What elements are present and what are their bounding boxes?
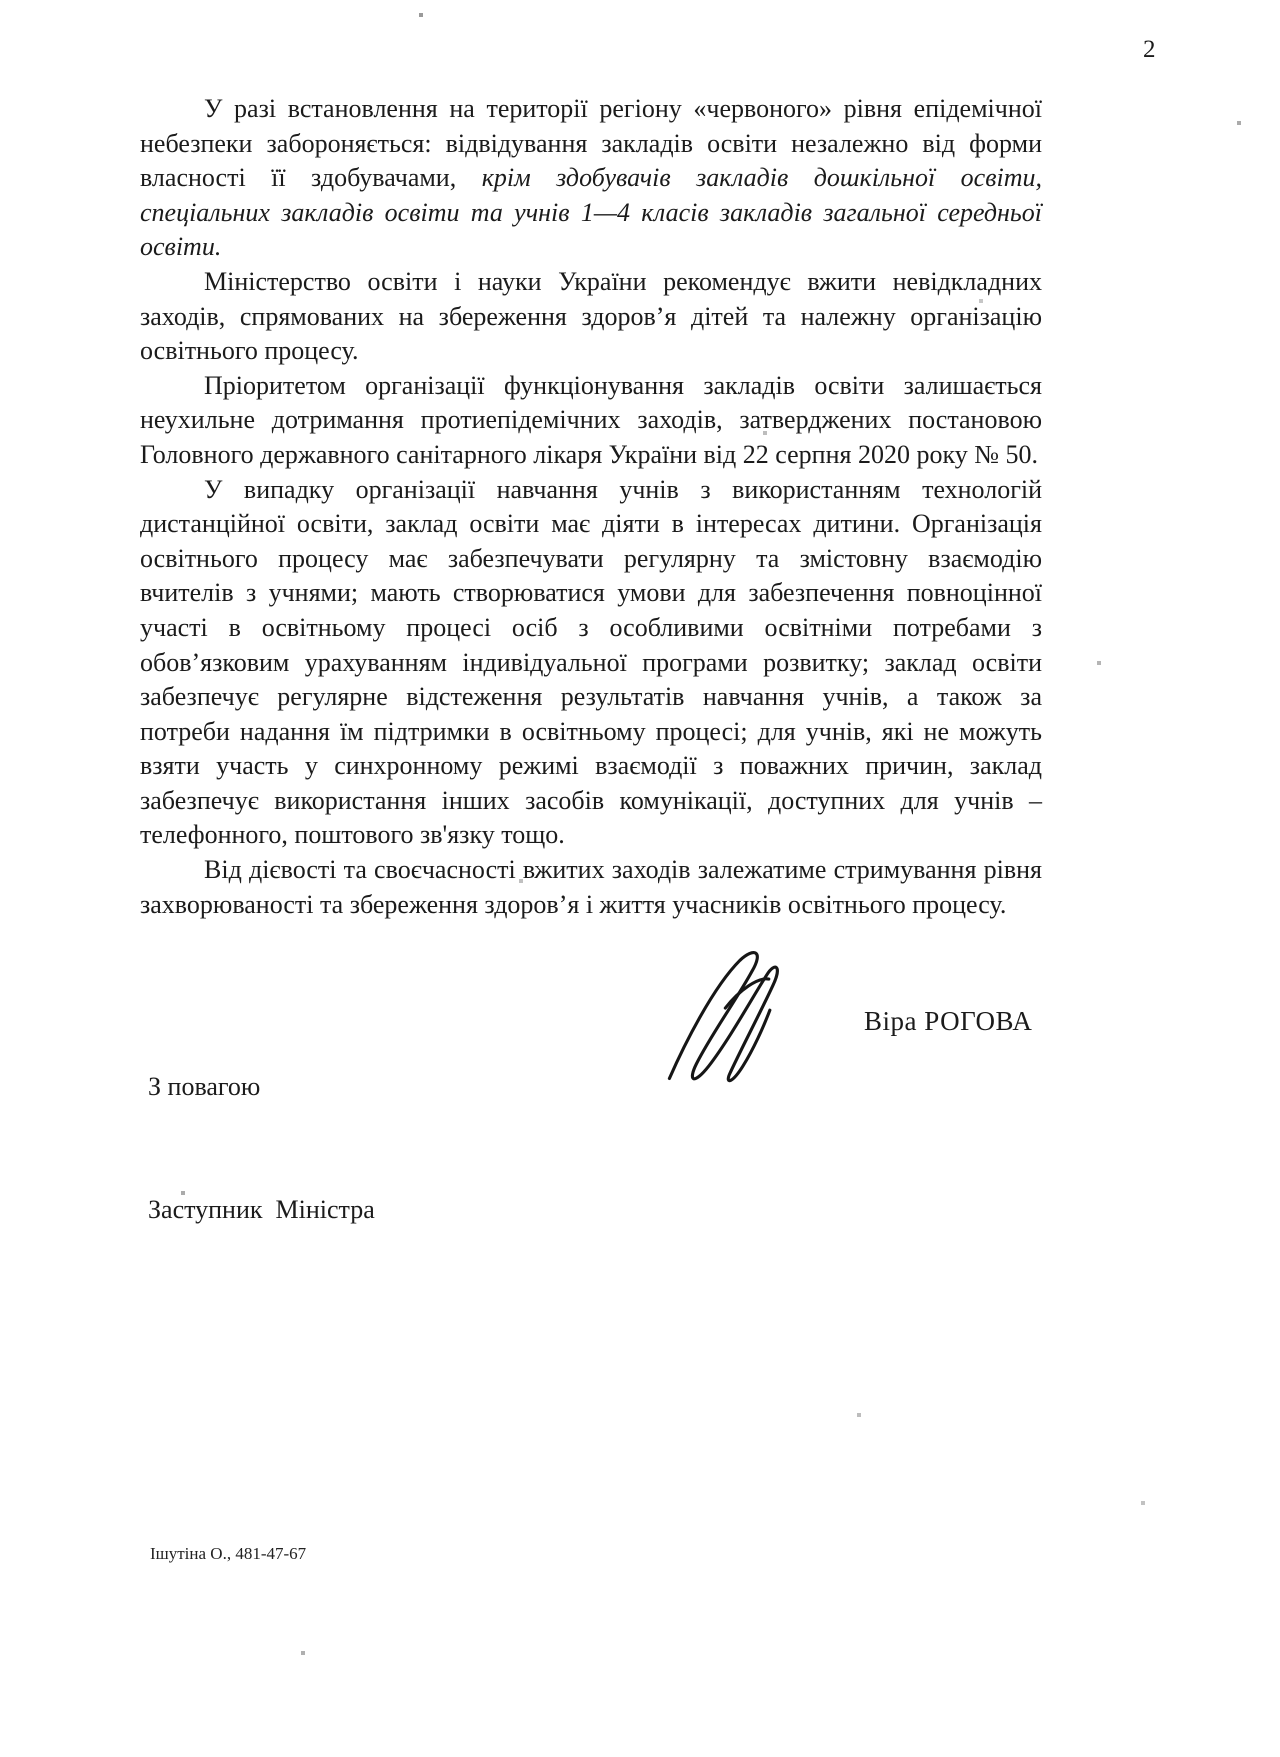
closing-block [148, 984, 375, 1312]
paragraph-distance-learning: У випадку організації навчання учнів з використанням технологій дистанційної освіти, заклад освіти має діяти в інтересах дитини. Організація освітнього процесу має забезпечувати регулярну та змістовну взаємодію вчителів з учнями; мають створюватися умови для забезпечення повноцінної участі в освітньому процесі осіб з особливими освітніми потребами з обов’язковим урахуванням індивідуальної програми розвитку; заклад освіти забезпечує регулярне відстеження результатів навчання учнів, а також за потреби надання їм підтримки в освітньому процесі; для учнів, які не можуть взяти участь у синхронному режимі взаємодії з поважних причин, заклад забезпечує використання інших засобів комунікації, доступних для учнів – телефонного, поштового зв'язку тощо. [140, 474, 1042, 850]
handwritten-signature [648, 948, 813, 1093]
scan-noise [0, 0, 2, 2]
page-number: 2 [1143, 36, 1156, 63]
letter-body [140, 92, 1042, 922]
paragraph-text: У разі встановлення на території регіону «червоного» рівня епідемічної небезпеки забороняється: відвідування закладів освіти незалежно від форми власності її здобувачами, [140, 94, 1042, 193]
footer-contact: Ішутіна О., 481-47-67 [150, 1544, 307, 1563]
paragraph-red-level [140, 92, 1042, 265]
signer-name: Віра РОГОВА [864, 1006, 1033, 1036]
paragraph-ministry-recommendation: Міністерство освіти і науки України рекомендує вжити невідкладних заходів, спрямованих на збереження здоров’я дітей та належну організацію освітнього процесу. [140, 266, 1042, 366]
paragraph-text-italic: крім здобувачів закладів дошкільної освіти, спеціальних закладів освіти та учнів 1—4 класів закладів загальної середньої освіти. [140, 163, 1042, 262]
closing-salutation: З повагою [148, 1072, 261, 1101]
paragraph-priority-measures: Пріоритетом організації функціонування закладів освіти залишається неухильне дотримання протиепідемічних заходів, затверджених постановою Головного державного санітарного лікаря України від 22 серпня 2020 року № 50. [140, 370, 1042, 469]
signer-title: Заступник Міністра [148, 1195, 375, 1224]
paragraph-effectiveness: Від дієвості та своєчасності вжитих заходів залежатиме стримування рівня захворюваності та збереження здоров’я і життя учасників освітнього процесу. [140, 855, 1042, 919]
